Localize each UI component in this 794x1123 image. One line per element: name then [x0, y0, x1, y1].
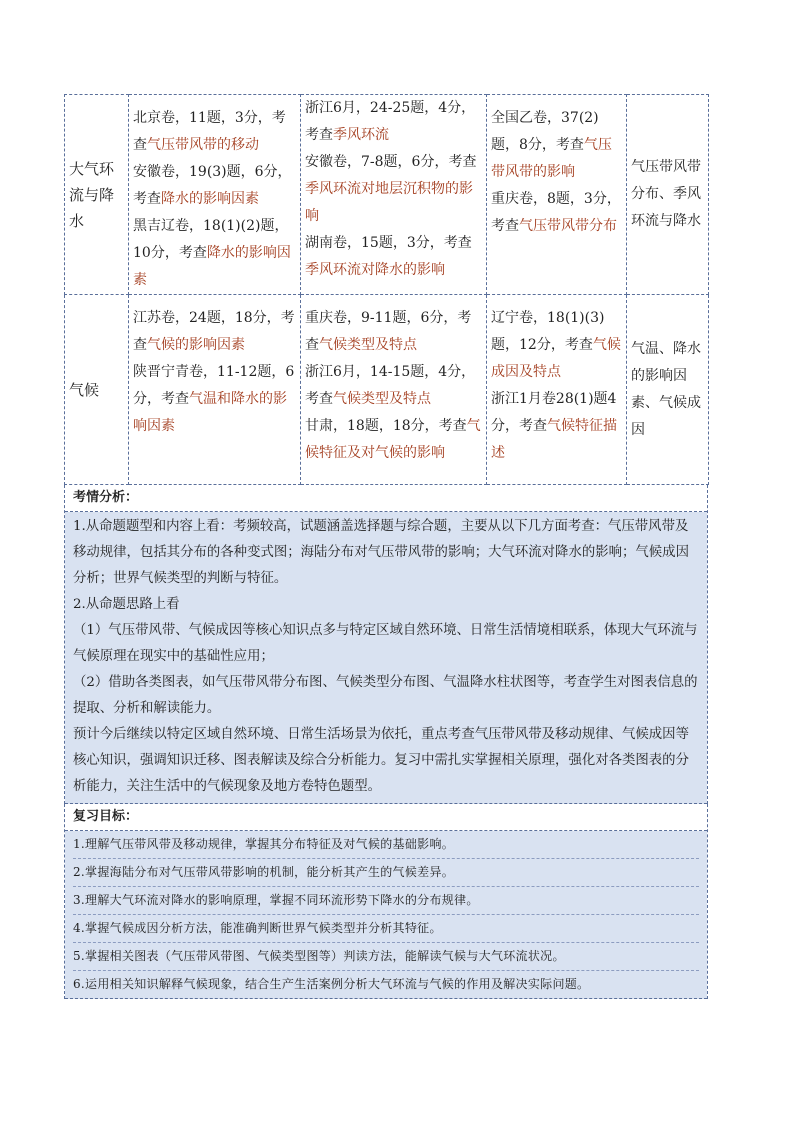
exam-focus-text: 季风环流对地层沉积物的影响	[305, 181, 473, 224]
exam-table	[64, 94, 709, 485]
table-row	[65, 95, 709, 295]
goal-item: 2.掌握海陆分布对气压带风带影响的机制，能分析其产生的气候差异。	[73, 859, 699, 887]
analysis-paragraph: 2.从命题思路上看	[73, 597, 180, 612]
table-row	[65, 295, 709, 485]
analysis-paragraph: 1.从命题题型和内容上看：考频较高，试题涵盖选择题与综合题，主要从以下几方面考查：气压带风带及移动规律，包括其分布的各种变式图；海陆分布对气压带风带的影响；大气环流对降水的影响；气候成因分析；世界气候类型的判断与特征。	[73, 519, 689, 586]
summary-cell: 气压带风带分布、季风环流与降水	[627, 95, 709, 295]
analysis-section	[64, 485, 708, 804]
exam-focus-text: 降水的影响因素	[161, 191, 259, 207]
exam-focus-text: 气候的影响因素	[147, 337, 245, 353]
exam-source-text: 浙江1月卷28(1)题4分，考查	[491, 391, 617, 434]
goal-item: 6.运用相关知识解释气候现象，结合生产生活案例分析大气环流与气候的作用及解决实际问题。	[73, 977, 590, 991]
exam-focus-text: 气温和降水的影响因素	[133, 391, 287, 434]
exam-focus-text: 气候类型及特点	[319, 337, 417, 353]
exam-focus-text: 季风环流对降水的影响	[305, 262, 445, 278]
exam-source-text: 浙江6月，14-15题，4分，考查	[305, 364, 476, 407]
exam-source-text: 湖南卷，15题，3分，考查	[305, 235, 472, 251]
analysis-heading: 考情分析：	[65, 485, 707, 512]
exam-source-text: 全国乙卷，37(2)题，8分，考查	[491, 110, 599, 153]
exam-cell	[301, 95, 487, 295]
exam-source-text: 陕晋宁青卷，11-12题，6分，考查	[133, 364, 295, 407]
exam-cell	[487, 95, 627, 295]
exam-focus-text: 降水的影响因素	[133, 245, 291, 288]
analysis-paragraph: （2）借助各类图表，如气压带风带分布图、气候类型分布图、气温降水柱状图等，考查学生对图表信息的提取、分析和解读能力。	[73, 675, 698, 716]
exam-source-text: 甘肃，18题，18分，考查	[305, 418, 467, 434]
exam-source-text: 辽宁卷，18(1)(3)题，12分，考查	[491, 310, 605, 353]
analysis-body	[65, 512, 707, 804]
goal-item: 1.理解气压带风带及移动规律，掌握其分布特征及对气候的基础影响。	[73, 831, 699, 859]
exam-focus-text: 气压带风带分布	[519, 218, 617, 234]
exam-source-text: 重庆卷，9-11题，6分，考查	[305, 310, 472, 353]
goal-item: 4.掌握气候成因分析方法，能准确判断世界气候类型并分析其特征。	[73, 915, 699, 943]
exam-source-text: 安徽卷，7-8题，6分，考查	[305, 154, 477, 170]
exam-focus-text: 气候类型及特点	[333, 391, 431, 407]
topic-cell: 气候	[65, 295, 129, 485]
exam-source-text: 重庆卷，8题，3分，考查	[491, 191, 621, 234]
exam-focus-text: 气候特征及对气候的影响	[305, 418, 481, 461]
goal-item: 5.掌握相关图表（气压带风带图、气候类型图等）判读方法，能解读气候与大气环流状况。	[73, 943, 699, 971]
exam-document	[64, 94, 708, 999]
exam-focus-text: 气压带风带的影响	[491, 137, 612, 180]
topic-cell: 大气环流与降水	[65, 95, 129, 295]
goals-section	[64, 804, 708, 999]
summary-cell: 气温、降水的影响因素、气候成因	[627, 295, 709, 485]
exam-source-text: 江苏卷，24题，18分，考查	[133, 310, 295, 353]
exam-source-text: 黑吉辽卷，18(1)(2)题，10分，考查	[133, 218, 289, 261]
exam-source-text: 北京卷，11题，3分，考查	[133, 110, 286, 153]
exam-source-text: 安徽卷，19(3)题，6分，考查	[133, 164, 292, 207]
exam-cell	[301, 295, 487, 485]
exam-focus-text: 季风环流	[333, 127, 389, 143]
analysis-paragraph: （1）气压带风带、气候成因等核心知识点多与特定区域自然环境、日常生活情境相联系，体现大气环流与气候原理在现实中的基础性应用；	[73, 623, 698, 664]
exam-focus-text: 气候特征描述	[491, 418, 617, 461]
exam-cell	[129, 95, 301, 295]
exam-cell	[129, 295, 301, 485]
exam-cell	[487, 295, 627, 485]
exam-focus-text: 气候成因及特点	[491, 337, 621, 380]
goal-item: 3.理解大气环流对降水的影响原理，掌握不同环流形势下降水的分布规律。	[73, 887, 699, 915]
exam-focus-text: 气压带风带的移动	[147, 137, 259, 153]
analysis-paragraph: 预计今后继续以特定区域自然环境、日常生活场景为依托，重点考查气压带风带及移动规律、气候成因等核心知识，强调知识迁移、图表解读及综合分析能力。复习中需扎实掌握相关原理，强化对各类图表的分析能力，关注生活中的气候现象及地方卷特色题型。	[73, 727, 689, 794]
goals-heading: 复习目标：	[65, 804, 707, 831]
goals-list	[65, 831, 707, 999]
exam-source-text: 浙江6月，24-25题，4分，考查	[305, 100, 476, 143]
